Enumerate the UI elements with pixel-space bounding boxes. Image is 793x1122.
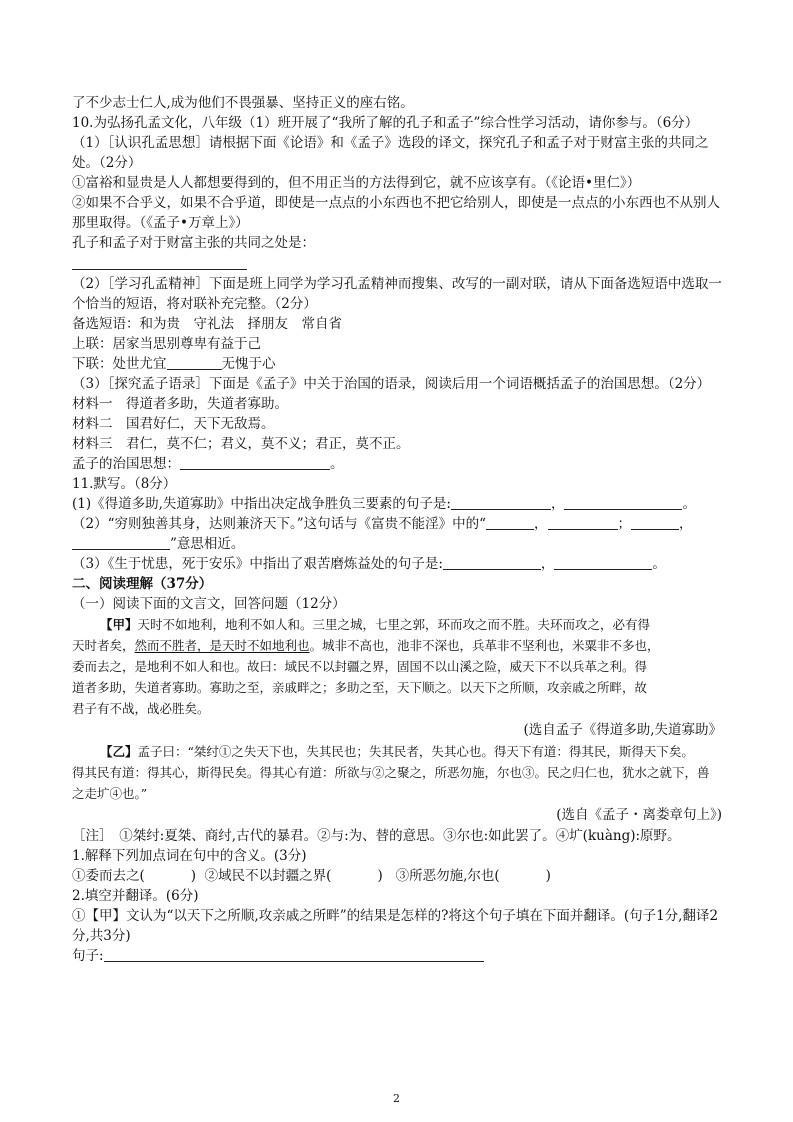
question-11: 11.默写。（8分） (72, 476, 177, 492)
passage-label: 【乙】 (100, 744, 138, 759)
blank[interactable] (486, 515, 534, 530)
prompt-text: ”意思相近。 (170, 536, 245, 552)
page-number: 2 (393, 1092, 400, 1105)
blank[interactable] (180, 455, 330, 470)
question-11-2-cont (72, 534, 722, 554)
comma: ， (550, 496, 565, 512)
section-2-1-title: （一）阅读下面的文言文，回答问题（12分） (72, 596, 346, 612)
blank[interactable] (451, 495, 551, 510)
phrase-options: 备选短语：和为贵 守礼法 择朋友 常自省 (72, 316, 342, 332)
period: 。 (652, 556, 666, 572)
passage-text: 。城非不高也，池非不深也，兵革非不坚利也，米粟非不多也， (309, 638, 660, 653)
passage-yi-2: 得其民有道：得其心，斯得民矣。得其心有道：所欲与②之聚之，所恶勿施，尔也③。民之归仁也，犹水之就下，兽 (72, 765, 710, 780)
question-11-3 (72, 554, 722, 574)
blank[interactable] (548, 515, 618, 530)
document-page (72, 93, 722, 966)
couplet-upper: 上联：居家当思别尊卑有益于己 (72, 336, 261, 352)
comma: ， (534, 516, 548, 532)
question-10-2: （2）［学习孔孟精神］下面是班上同学为学习孔孟精神而搜集、改写的一副对联，请从下面备选短语中选取一个恰当的短语，将对联补充完整。（2分） (72, 276, 722, 312)
blank[interactable] (72, 535, 170, 550)
translation-1: ①富裕和显贵是人人都想要得到的，但不用正当的方法得到它，就不应该享有。（《论语•里仁》） (72, 175, 641, 191)
blank[interactable] (167, 355, 222, 370)
underlined-sentence: 然而不胜者，是天时不如地利也 (134, 638, 310, 653)
passage-yi-3: 之走圹④也。” (72, 786, 148, 801)
notes: ［注］ ①桀纣:夏桀、商纣,古代的暴君。②与:为、替的意思。③尔也:如此罢了。④圹(kuàng):原野。 (72, 828, 681, 844)
material-2: 材料二 国君好仁，天下无敌焉。 (72, 416, 275, 432)
passage-text: 天时者矣， (72, 638, 135, 653)
question-11-2 (72, 514, 722, 534)
passage-yi-1 (72, 741, 722, 762)
prompt-text: (1)《得道多助,失道寡助》中指出决定战争胜负三要素的句子是: (72, 496, 451, 512)
material-1: 材料一 得道者多助，失道者寡助。 (72, 396, 288, 412)
prompt-text: （3）《生于忧患，死于安乐》中指出了艰苦磨炼益处的句子是: (72, 556, 443, 572)
prompt-text: 孟子的治国思想： (72, 456, 180, 472)
blank[interactable] (104, 947, 484, 962)
passage-jia-2 (72, 635, 722, 656)
question-10-3: （3）［探究孟子语录］下面是《孟子》中关于治国的语录，阅读后用一个词语概括孟子的治国思想。（2分） (72, 376, 711, 392)
passage-jia-1 (72, 614, 722, 635)
question-10: 10.为弘扬孔孟文化，八年级（1）班开展了“我所了解的孔子和孟子”综合性学习活动，请你参与。（6分） (72, 115, 699, 131)
source-jia: (选自孟子《得道多助,失道寡助》 (523, 722, 722, 738)
paren-close: ) (545, 868, 551, 884)
source-yi: (选自《孟子・离娄章句上》) (556, 807, 722, 823)
prompt-text: 句子: (72, 948, 104, 964)
sentence-answer (72, 946, 722, 966)
couplet-lower (72, 354, 722, 374)
mencius-thought (72, 454, 722, 474)
couplet-lower-pre: 下联：处世尤宜 (72, 356, 167, 372)
blank[interactable] (564, 495, 682, 510)
question-1-items (72, 866, 722, 886)
period: 。 (682, 496, 696, 512)
paren-close: ) (377, 868, 383, 884)
passage-jia-4: 道者多助，失道者寡助。寡助之至，亲戚畔之；多助之至，天下顺之。以天下之所顺，攻亲戚之所畔，故 (72, 680, 648, 695)
passage-jia-5: 君子有不战，战必胜矣。 (72, 701, 210, 716)
passage-label: 【甲】 (100, 617, 138, 632)
item-a: ①委而去之( (72, 868, 145, 884)
paren-close: ) (190, 868, 197, 884)
question-10-1: （1）［认识孔孟思想］请根据下面《论语》和《孟子》选段的译文，探究孔子和孟子对于财富主张的共同之处。（2分） (72, 135, 709, 171)
section-2-title: 二、阅读理解（37分） (72, 576, 213, 592)
question-1: 1.解释下列加点词在句中的含义。(3分) (72, 848, 307, 864)
item-b: ②域民不以封疆之界( (204, 868, 332, 884)
comma: ， (679, 516, 693, 532)
material-3: 材料三 君仁，莫不仁；君义，莫不义；君正，莫不正。 (72, 436, 410, 452)
couplet-lower-post: 无愧于心 (221, 356, 276, 372)
passage-jia-3: 委而去之，是地利不如人和也。故曰：域民不以封疆之界，固国不以山溪之险，威天下不以兵革之利。得 (72, 659, 648, 674)
text-line: 了不少志士仁人,成为他们不畏强暴、坚持正义的座右铭。 (72, 95, 414, 111)
prompt-text: （2）“穷则独善其身，达则兼济天下。”这句话与《富贵不能淫》中的“ (72, 516, 487, 532)
item-c: ③所恶勿施,尔也( (395, 868, 500, 884)
period: 。 (330, 456, 344, 472)
question-2-1: ①【甲】文认为“以天下之所顺,攻亲戚之所畔”的结果是怎样的?将这个句子填在下面并翻译。(句子1分,翻译2分,共3分) (72, 908, 719, 944)
question-11-1 (72, 494, 722, 514)
blank[interactable] (631, 515, 679, 530)
passage-text: 孟子曰：“桀纣①之失天下也，失其民也；失其民者，失其心也。得天下有道：得其民，斯得天下矣。 (137, 744, 694, 759)
answer-line[interactable] (72, 253, 247, 270)
blank[interactable] (554, 555, 652, 570)
passage-text: 天时不如地利，地利不如人和。三里之城，七里之郭，环而攻之而不胜。夫环而攻之，必有得 (137, 617, 651, 632)
translation-2: ②如果不合乎义，如果不合乎道，即使是一点点的小东西也不把它给别人，即使是一点点的小东西也不从别人那里取得。（《孟子•万章上》） (72, 195, 720, 231)
question-2: 2.填空并翻译。(6分) (72, 888, 199, 904)
comma: ， (540, 556, 555, 572)
semicolon: ； (617, 516, 632, 532)
blank[interactable] (443, 555, 541, 570)
question-prompt: 孔子和孟子对于财富主张的共同之处是： (72, 235, 315, 251)
